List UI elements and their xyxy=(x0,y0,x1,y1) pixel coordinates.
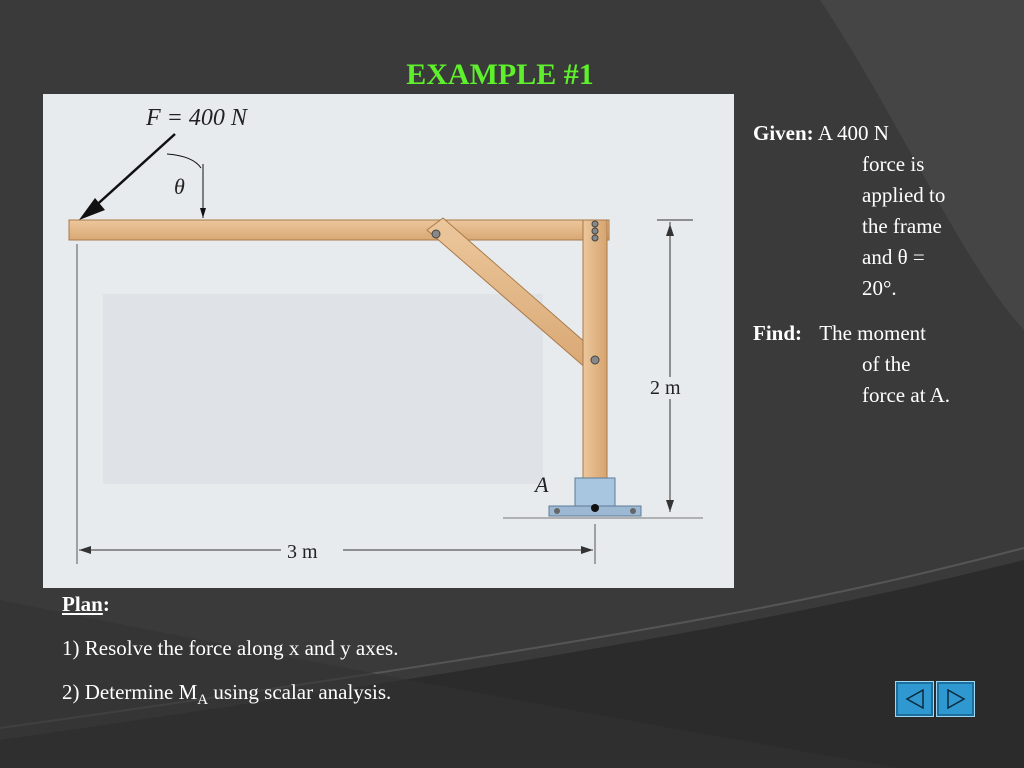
bolt-icon xyxy=(592,235,598,241)
given-line: 20°. xyxy=(862,276,897,300)
slide-title: EXAMPLE #1 xyxy=(406,58,594,91)
frame-diagram xyxy=(43,94,734,588)
width-label: 3 m xyxy=(287,541,318,563)
previous-slide-button[interactable] xyxy=(895,681,934,717)
bolt-icon xyxy=(592,228,598,234)
frame-diagram-svg xyxy=(43,94,734,588)
plan-step-1: 1) Resolve the force along x and y axes. xyxy=(62,636,399,660)
given-line: the frame xyxy=(862,214,942,238)
find-text-rest xyxy=(862,349,987,411)
find-line: force at A. xyxy=(862,383,951,407)
given-line: applied to xyxy=(862,183,946,207)
plan-heading xyxy=(62,590,398,618)
support-point-a xyxy=(591,504,599,512)
given-text-rest xyxy=(862,149,987,304)
plan-heading-text: Plan xyxy=(62,592,103,616)
given-row xyxy=(753,118,993,304)
plan-block xyxy=(62,590,398,714)
given-line: force is xyxy=(862,152,925,176)
slide-navigation xyxy=(895,681,975,717)
bolt-icon xyxy=(630,508,636,514)
triangle-left-icon xyxy=(903,687,927,711)
given-find-block xyxy=(753,118,993,423)
find-line: of the xyxy=(862,352,911,376)
find-row xyxy=(753,318,993,411)
height-label: 2 m xyxy=(650,377,681,399)
horizontal-beam xyxy=(69,220,609,240)
step2-subscript: A xyxy=(197,692,209,709)
step2-prefix: 2) Determine M xyxy=(62,680,198,704)
bolt-icon xyxy=(592,221,598,227)
bolt-icon xyxy=(554,508,560,514)
given-text-first: A 400 N xyxy=(817,121,889,145)
bolt-icon xyxy=(432,230,440,238)
support-label: A xyxy=(535,472,549,497)
find-text-first: The moment xyxy=(819,321,926,345)
given-label: Given: xyxy=(753,121,814,145)
given-line: and θ = xyxy=(862,245,925,269)
bg-texture xyxy=(103,294,543,484)
bolt-icon xyxy=(591,356,599,364)
plan-step-2 xyxy=(62,678,398,714)
triangle-right-icon xyxy=(944,687,968,711)
next-slide-button[interactable] xyxy=(936,681,975,717)
find-label: Find: xyxy=(753,321,803,345)
force-label: F = 400 N xyxy=(146,105,247,131)
step2-suffix: using scalar analysis. xyxy=(208,680,392,704)
angle-label: θ xyxy=(174,174,185,199)
vertical-post xyxy=(583,220,607,482)
plan-colon: : xyxy=(102,592,110,616)
